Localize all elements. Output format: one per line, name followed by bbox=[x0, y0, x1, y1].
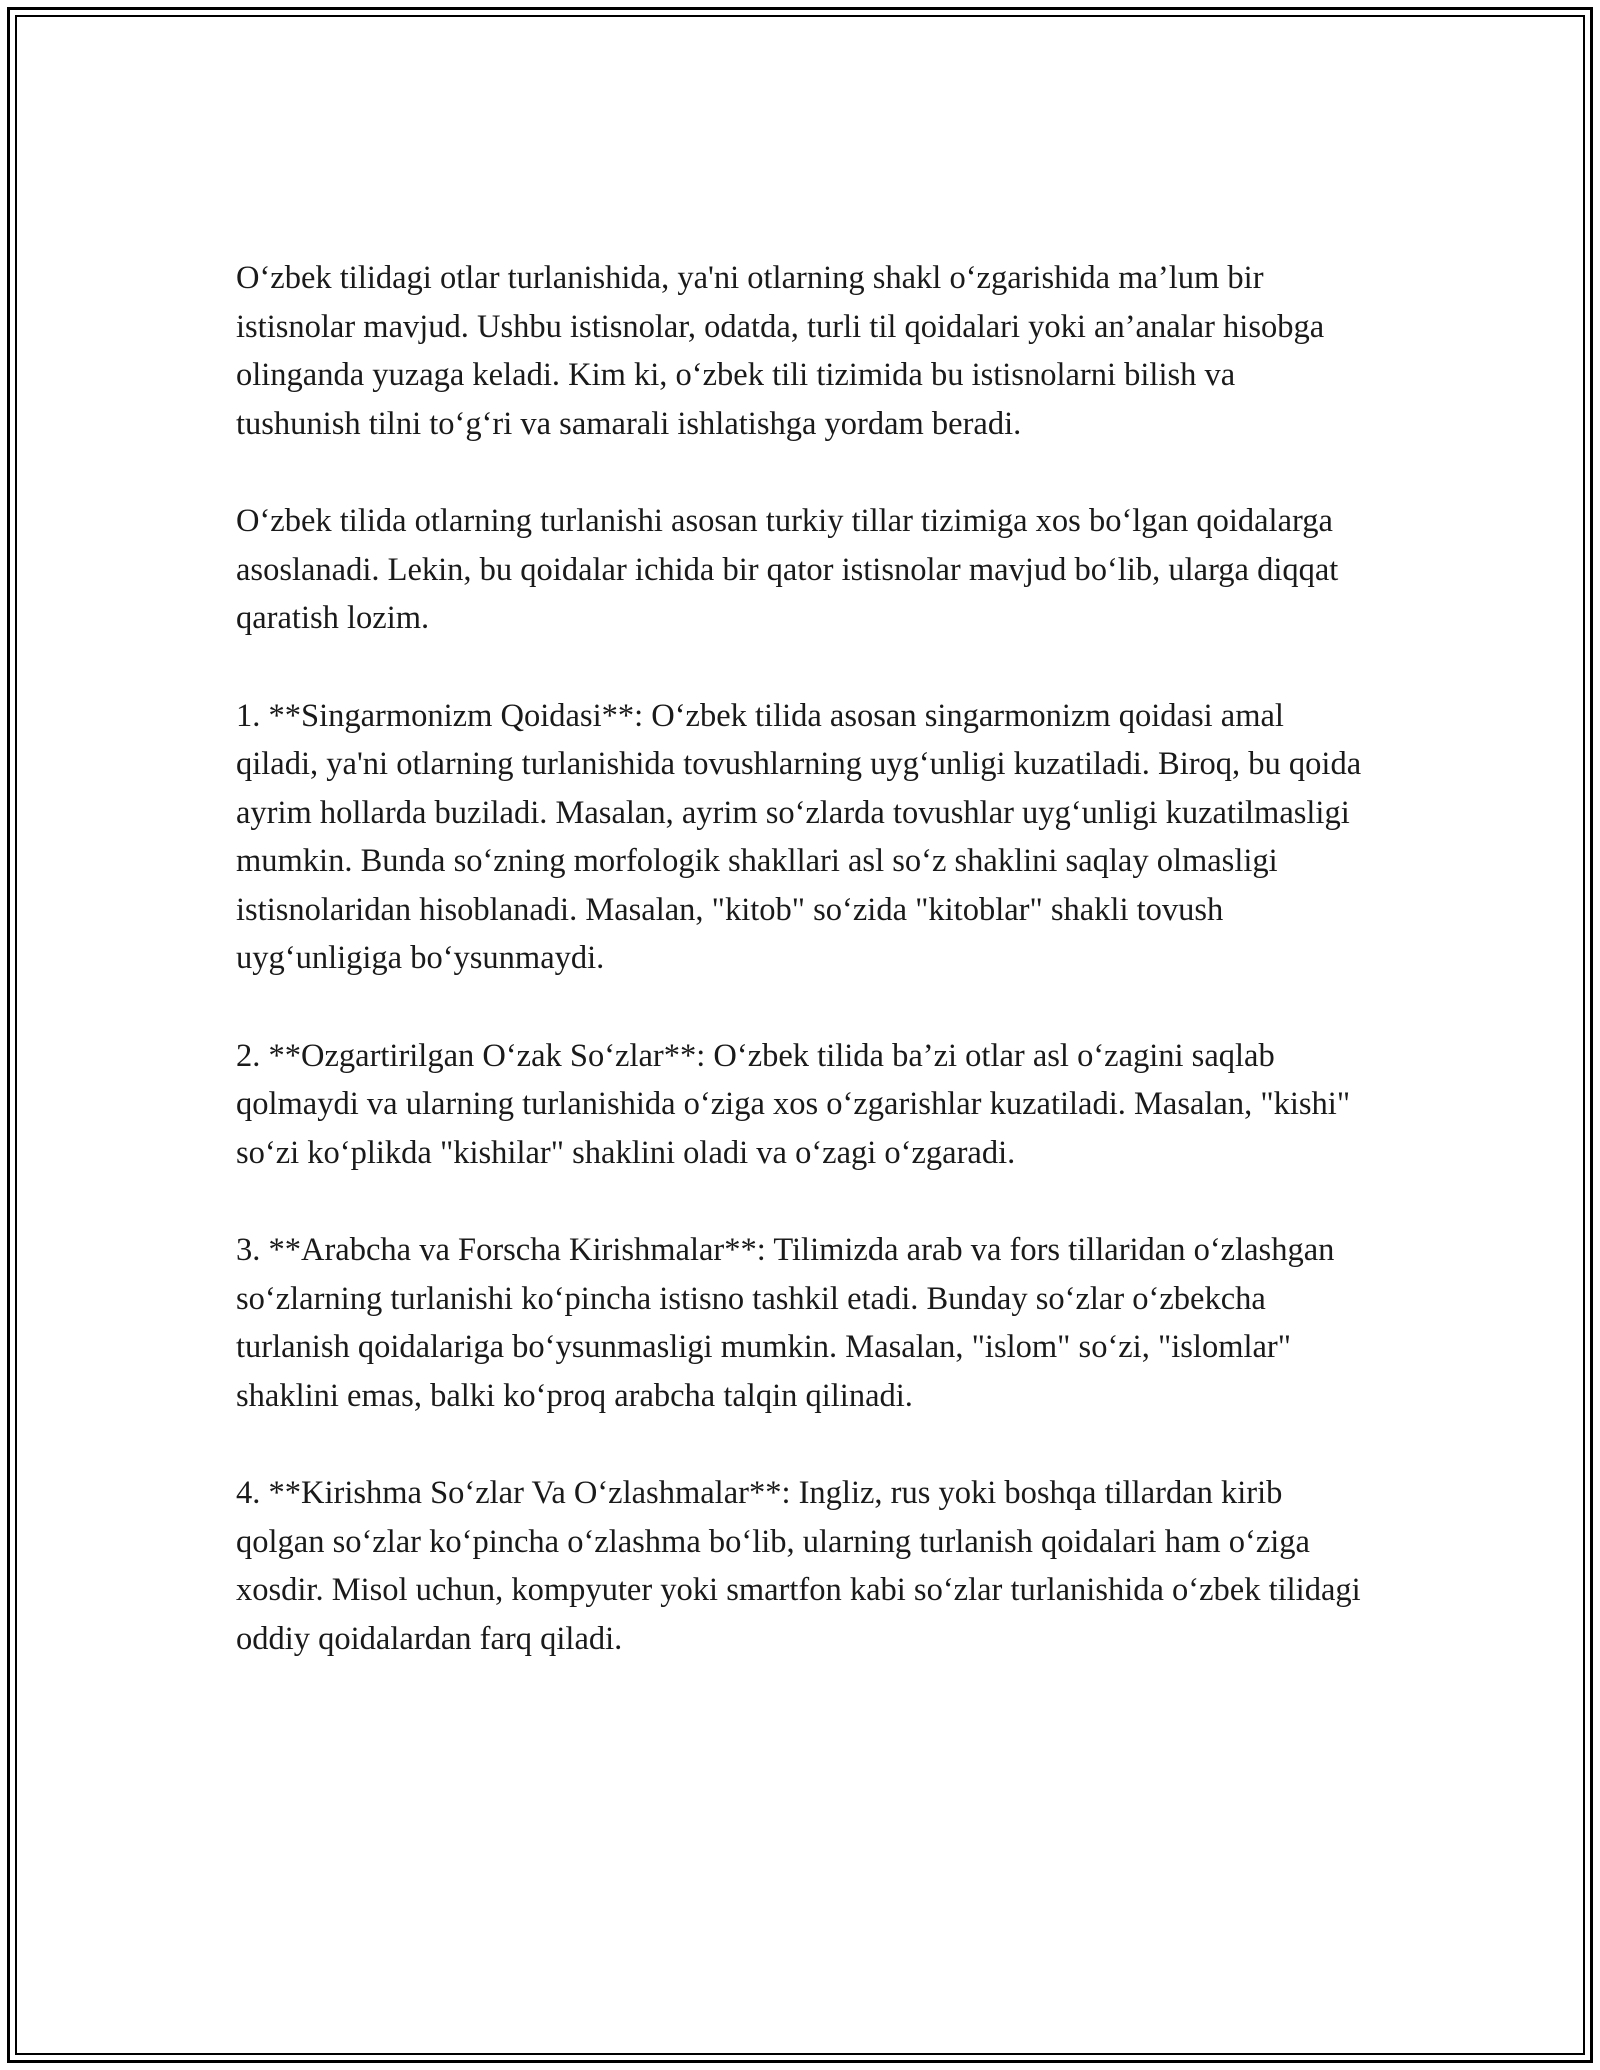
paragraph-item-3: 3. **Arabcha va Forscha Kirishmalar**: Tilimizda arab va fors tillaridan o‘zlashgan so‘zlarning turlanishi ko‘pincha istisno tashkil etadi. Bunday so‘zlar o‘zbekcha turlanish qoidalariga bo‘ysunmasligi mumkin. Masalan, "islom" so‘zi, "islomlar" shaklini emas, balki ko‘proq arabcha talqin qilinadi. bbox=[236, 1232, 1335, 1414]
paragraph-item-4: 4. **Kirishma So‘zlar Va O‘zlashmalar**: Ingliz, rus yoki boshqa tillardan kirib qolgan so‘zlar ko‘pincha o‘zlashma bo‘lib, ularning turlanish qoidalari ham o‘ziga xosdir. Misol uchun, kompyuter yoki smartfon kabi so‘zlar turlanishida o‘zbek tilidagi oddiy qoidalardan farq qiladi. bbox=[236, 1475, 1361, 1657]
paragraph-item-2: 2. **Ozgartirilgan O‘zak So‘zlar**: O‘zbek tilida ba’zi otlar asl o‘zagini saqlab qolmaydi va ularning turlanishida o‘ziga xos o‘zgarishlar kuzatiladi. Masalan, "kishi" so‘zi ko‘plikda "kishilar" shaklini oladi va o‘zagi o‘zgaradi. bbox=[236, 1037, 1351, 1171]
paragraph-item-1: 1. **Singarmonizm Qoidasi**: O‘zbek tilida asosan singarmonizm qoidasi amal qiladi, ya'ni otlarning turlanishida tovushlarning uyg‘unligi kuzatiladi. Biroq, bu qoida ayrim hollarda buziladi. Masalan, ayrim so‘zlarda tovushlar uyg‘unligi kuzatilmasligi mumkin. Bunda so‘zning morfologik shakllari asl so‘z shaklini saqlay olmasligi istisnolaridan hisoblanadi. Masalan, "kitob" so‘zida "kitoblar" shakli tovush uyg‘unligiga bo‘ysunmaydi. bbox=[236, 697, 1362, 976]
paragraph-overview: O‘zbek tilida otlarning turlanishi asosan turkiy tillar tizimiga xos bo‘lgan qoidalarga asoslanadi. Lekin, bu qoidalar ichida bir qator istisnolar mavjud bo‘lib, ularga diqqat qaratish lozim. bbox=[236, 503, 1339, 636]
paragraph-intro: O‘zbek tilidagi otlar turlanishida, ya'ni otlarning shakl o‘zgarishida ma’lum bir istisnolar mavjud. Ushbu istisnolar, odatda, turli til qoidalari yoki an’analar hisobga olinganda yuzaga keladi. Kim ki, o‘zbek tili tizimida bu istisnolarni bilish va tushunish tilni to‘g‘ri va samarali ishlatishga yordam beradi. bbox=[236, 260, 1325, 442]
document-body bbox=[236, 254, 1366, 1712]
